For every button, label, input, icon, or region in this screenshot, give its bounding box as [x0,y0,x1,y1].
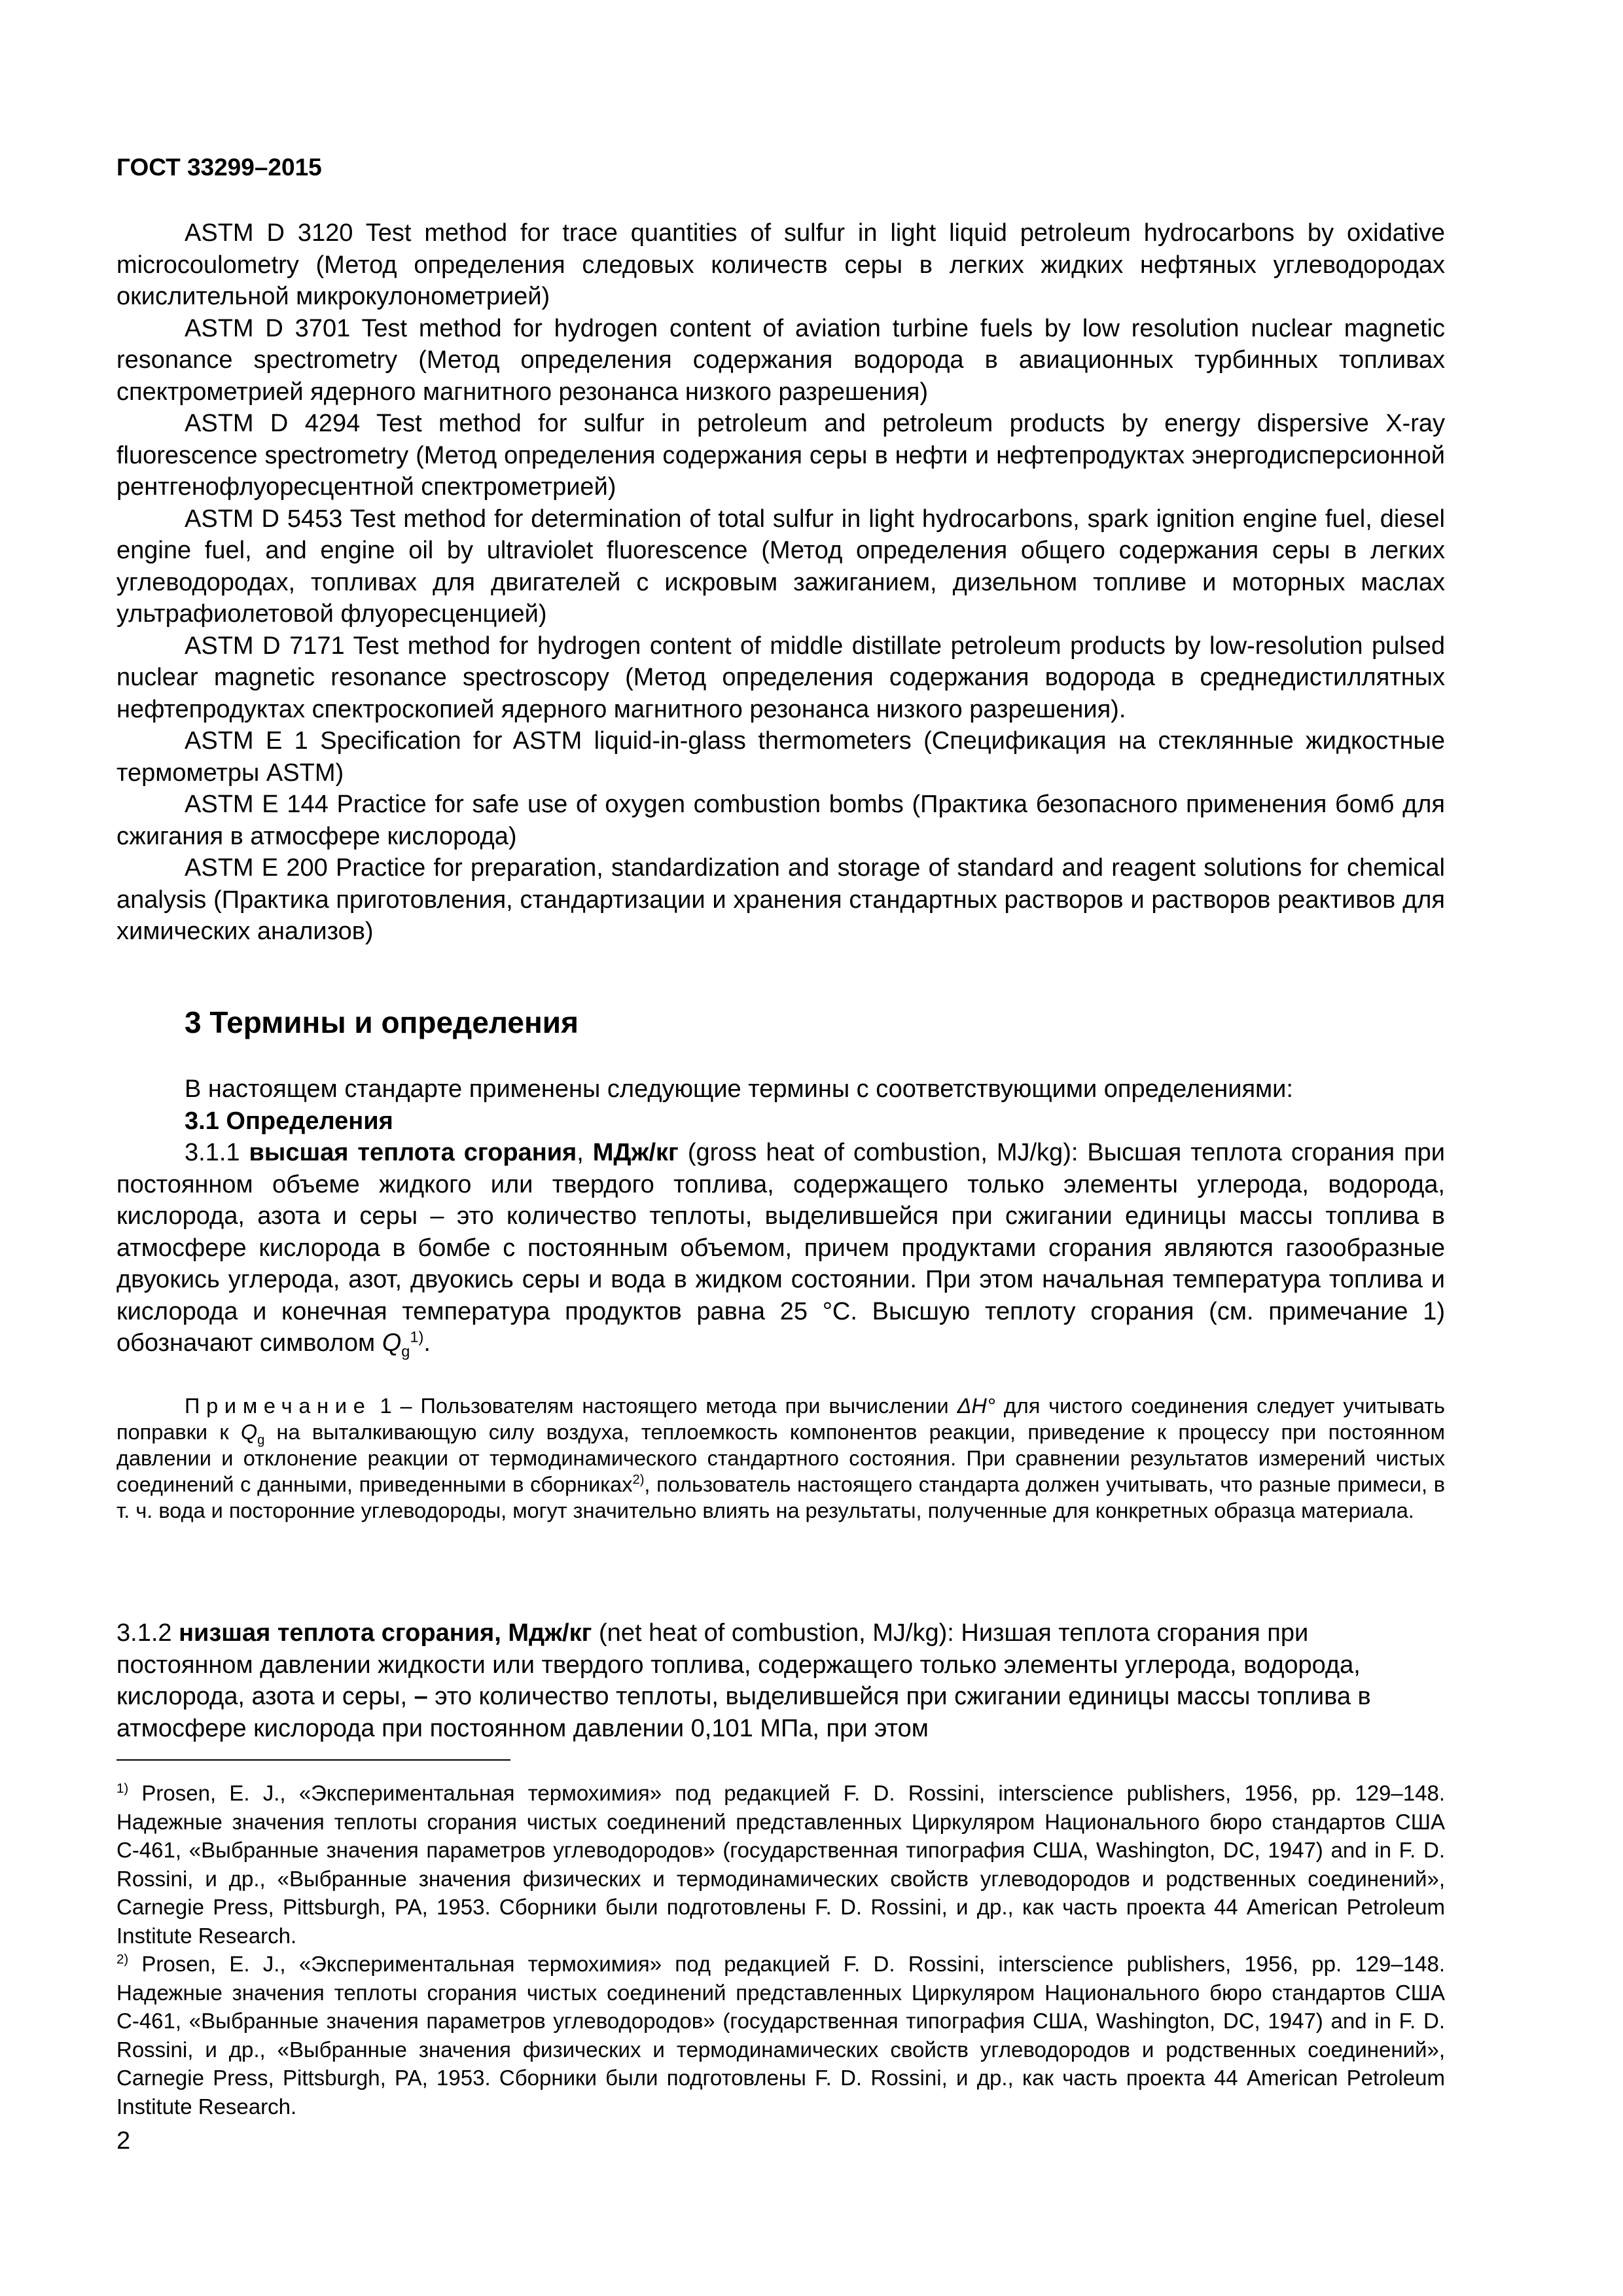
note-text: 1 – Пользователям настоящего метода при вычислении [371,1394,957,1418]
standard-code-header: ГОСТ 33299–2015 [116,154,322,181]
definition-number: 3.1.1 [185,1139,249,1166]
subsection-title: 3.1 Определения [185,1107,393,1135]
definition-text: (net heat of combustion, MJ/kg): Низшая теплота сгорания при постоянном давлении жидкости или твердого топлива, содержащего только элементы углерода, водорода, кислорода, азота и серы, [116,1619,1361,1710]
footnote-text: Prosen, E. J., «Экспериментальная термохимия» под редакцией F. D. Rossini, interscience publishers, 1956, pp. 129–148. Надежные значения теплоты сгорания чистых соединений представленных Циркуляром Национального бюро стандартов США С-461, «Выбранные значения параметров углеводородов» (государственная типография США, Washington, DC, 1947) and in F. D. Rossini, и др., «Выбранные значения физических и термодинамических свойств углеводородов и родственных соединений», Carnegie Press, Pittsburgh, PA, 1953. Сборники были подготовлены F. D. Rossini, и др., как часть проекта 44 American Petroleum Institute Research. [116,1952,1445,2119]
reference-item: ASTM E 144 Practice for safe use of oxygen combustion bombs (Практика безопасного применения бомб для сжигания в атмосфере кислорода) [116,791,1445,850]
definitions-block [116,1073,1445,1359]
reference-item: ASTM D 5453 Test method for determination of total sulfur in light hydrocarbons, spark ignition engine fuel, diesel engine fuel, and engine oil by ultraviolet fluorescence (Метод определения общего содержания серы в легких углеводородах, топливах для двигателей с искровым зажиганием, дизельном топливе и моторных маслах ультрафиолетовой флуоресценцией) [116,505,1445,628]
symbol-subscript: g [257,1433,265,1448]
term-separator: , [577,1139,593,1166]
footnote-mark: 1) [116,1781,129,1796]
definition-number: 3.1.2 [116,1619,179,1647]
sentence-end: . [423,1329,431,1357]
normative-references-list [116,217,1445,948]
page-number: 2 [116,2127,131,2155]
dash: – [414,1683,428,1710]
section-title: 3 Термины и определения [185,1005,579,1039]
reference-item: ASTM D 7171 Test method for hydrogen content of middle distillate petroleum products by low-resolution pulsed nuclear magnetic resonance spectroscopy (Метод определения содержания водорода в среднедистиллятных нефтепродуктах спектроскопией ядерного магнитного резонанса низкого разрешения). [116,632,1445,723]
reference-item: ASTM D 3701 Test method for hydrogen content of aviation turbine fuels by low resolution nuclear magnetic resonance spectrometry (Метод определения содержания водорода в авиационных турбинных топливах спектрометрией ядерного магнитного резонанса низкого разрешения) [116,314,1445,406]
footnote-ref: 2) [632,1473,645,1488]
footnote-mark: 2) [116,1952,129,1967]
definition-text: это количество теплоты, выделившейся при сжигании единицы массы топлива в атмосфере кислорода при постоянном давлении 0,101 МПа, при этом [116,1683,1371,1742]
footnote-ref: 1) [410,1328,424,1346]
definition-net-heat [116,1617,1445,1744]
symbol-subscript: g [401,1342,410,1360]
definition-term: низшая теплота сгорания, Мдж/кг [179,1619,592,1647]
reference-item: ASTM E 200 Practice for preparation, standardization and storage of standard and reagent solutions for chemical analysis (Практика приготовления, стандартизации и хранения стандартных растворов и растворов реактивов для химических анализов) [116,854,1445,945]
footnote-text: Prosen, E. J., «Экспериментальная термохимия» под редакцией F. D. Rossini, interscience publishers, 1956, pp. 129–148. Надежные значения теплоты сгорания чистых соединений представленных Циркуляром Национального бюро стандартов США С-461, «Выбранные значения параметров углеводородов» (государственная типография США, Washington, DC, 1947) and in F. D. Rossini, и др., «Выбранные значения физических и термодинамических свойств углеводородов и родственных соединений», Carnegie Press, Pittsburgh, PA, 1953. Сборники были подготовлены F. D. Rossini, и др., как часть проекта 44 American Petroleum Institute Research. [116,1781,1445,1948]
footnotes [116,1779,1445,2121]
note-1 [116,1393,1445,1524]
footnote-1 [116,1779,1445,1950]
note-label: Примечание [185,1394,372,1418]
footnote-divider [116,1759,510,1761]
enthalpy-symbol: ΔH° [957,1394,995,1418]
definition-gross-heat [116,1137,1445,1359]
section-intro: В настоящем стандарте применены следующие термины с соответствующими определениями: [185,1075,1293,1103]
reference-item: ASTM D 3120 Test method for trace quantities of sulfur in light liquid petroleum hydrocarbons by oxidative microcoulometry (Метод определения следовых количеств серы в легких жидких нефтяных углеводородах окислительной микрокулонометрией) [116,219,1445,310]
definition-text: (gross heat of combustion, MJ/kg): Высшая теплота сгорания при постоянном объеме жидкого или твердого топлива, содержащего только элементы углерода, водорода, кислорода, азота и серы – это количество теплоты, выделившейся при сжигании единицы массы топлива в атмосфере кислорода в бомбе с постоянным объемом, причем продуктами сгорания являются газообразные двуокись углерода, азот, двуокись серы и вода в жидком состоянии. При этом начальная температура топлива и кислорода и конечная температура продуктов равна 25 °С. Высшую теплоту сгорания (см. примечание 1) обозначают символом [116,1139,1446,1357]
reference-item: ASTM D 4294 Test method for sulfur in petroleum and petroleum products by energy dispersive X-ray fluorescence spectrometry (Метод определения содержания серы в нефти и нефтепродуктах энергодисперсионной рентгенофлуоресцентной спектрометрией) [116,410,1445,501]
note-text: для чистого соединения следует учитывать поправки к [116,1394,1445,1444]
definition-unit: МДж/кг [592,1139,679,1166]
symbol: Q [382,1329,402,1357]
definition-term: высшая теплота сгорания [249,1139,577,1166]
symbol: Q [240,1420,258,1444]
reference-item: ASTM E 1 Specification for ASTM liquid-in-glass thermometers (Спецификация на стеклянные жидкостные термометры ASTM) [116,727,1445,787]
note-text: на выталкивающую силу воздуха, теплоемкость компонентов реакции, приведение к процессу при постоянном давлении и отклонение реакции от термодинамического стандартного состояния. При сравнении результатов измерений чистых соединений с данными, приведенными в сборниках [116,1420,1445,1496]
note-text: , пользователь настоящего стандарта должен учитывать, что разные примеси, в т. ч. вода и посторонние углеводороды, могут значительно влиять на результаты, полученные для конкретных образца материала. [116,1473,1445,1522]
footnote-2 [116,1950,1445,2121]
definitions-block-2 [116,1592,1445,1769]
